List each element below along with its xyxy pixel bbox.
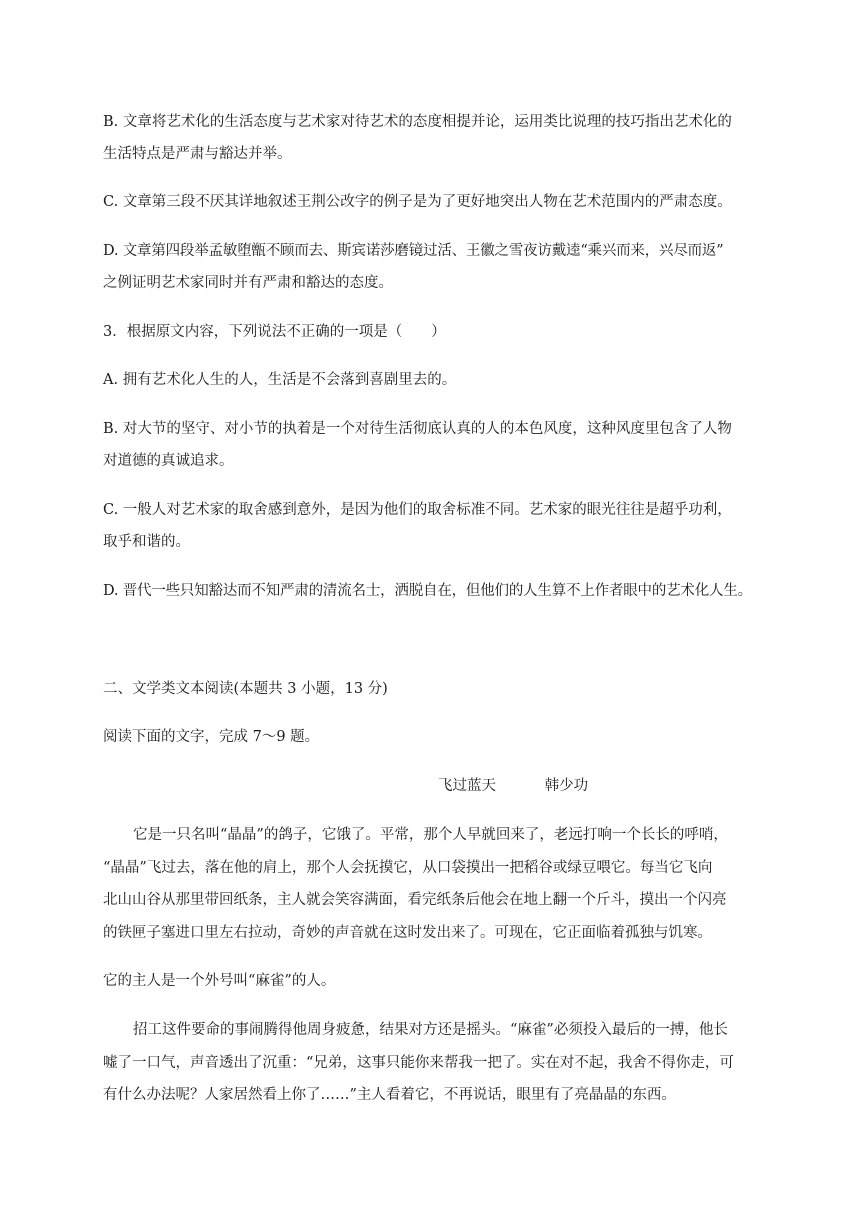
q2-option-b-line2: 生活特点是严肃与豁达并举。 bbox=[103, 146, 292, 162]
q2-option-d-line2: 之例证明艺术家同时并有严肃和豁达的态度。 bbox=[103, 275, 393, 291]
q2-option-c: C. 文章第三段不厌其详地叙述王荆公改字的例子是为了更好地突出人物在艺术范围内的严肃态度。 bbox=[103, 194, 732, 210]
story-title: 飞过蓝天 bbox=[438, 778, 496, 794]
story-p1-line3: 北山山谷从那里带回纸条，主人就会笑容满面，看完纸条后他会在地上翻一个斤斗，摸出一个闪亮 bbox=[103, 892, 727, 908]
q3-option-b-line2: 对道德的真诚追求。 bbox=[103, 453, 234, 469]
story-title-line bbox=[438, 776, 588, 796]
q3-option-c-line2: 取乎和谐的。 bbox=[103, 534, 190, 550]
q2-option-d-line1: D. 文章第四段举孟敏堕甑不顾而去、斯宾诺莎磨镜过活、王徽之雪夜访戴逵“乘兴而来，兴尽而返” bbox=[103, 243, 724, 259]
story-p2: 它的主人是一个外号叫“麻雀”的人。 bbox=[103, 973, 336, 989]
q3-option-b-line1: B. 对大节的坚守、对小节的执着是一个对待生活彻底认真的人的本色风度，这种风度里包含了人物 bbox=[103, 421, 732, 437]
q3-option-c-line1: C. 一般人对艺术家的取舍感到意外，是因为他们的取舍标准不同。艺术家的眼光往往是超乎功利， bbox=[103, 502, 732, 518]
story-p1-line4: 的铁匣子塞进口里左右拉动，奇妙的声音就在这时发出来了。可现在，它正面临着孤独与饥寒。 bbox=[103, 925, 712, 941]
story-p1-line2: “晶晶”飞过去，落在他的肩上，那个人会抚摸它，从口袋摸出一把稻谷或绿豆喂它。每当它飞向 bbox=[103, 860, 713, 876]
story-p3-line2: 嘘了一口气，声音透出了沉重：“兄弟，这事只能你来帮我一把了。实在对不起，我舍不得你走，可 bbox=[103, 1055, 734, 1071]
story-p3-line3: 有什么办法呢？人家居然看上你了……”主人看着它，不再说话，眼里有了亮晶晶的东西。 bbox=[103, 1087, 676, 1103]
story-author: 韩少功 bbox=[544, 778, 589, 794]
q3-stem: 3．根据原文内容，下列说法不正确的一项是（ ） bbox=[103, 324, 446, 340]
section-instruction: 阅读下面的文字，完成 7～9 题。 bbox=[103, 729, 320, 745]
story-p1-line1: 它是一只名叫“晶晶”的鸽子，它饿了。平常，那个人早就回来了，老远打响一个长长的呼哨， bbox=[133, 827, 728, 843]
q3-option-d: D. 晋代一些只知豁达而不知严肃的清流名士，洒脱自在，但他们的人生算不上作者眼中的艺术化人生。 bbox=[103, 583, 752, 599]
section-heading: 二、文学类文本阅读(本题共 3 小题，13 分) bbox=[103, 681, 388, 697]
q3-option-a: A. 拥有艺术化人生的人，生活是不会落到喜剧里去的。 bbox=[103, 372, 457, 388]
q2-option-b-line1: B. 文章将艺术化的生活态度与艺术家对待艺术的态度相提并论，运用类比说理的技巧指出艺术化的 bbox=[103, 114, 732, 130]
story-p3-line1: 招工这件要命的事闹腾得他周身疲惫，结果对方还是摇头。“麻雀”必须投入最后的一搏，他长 bbox=[133, 1022, 728, 1038]
